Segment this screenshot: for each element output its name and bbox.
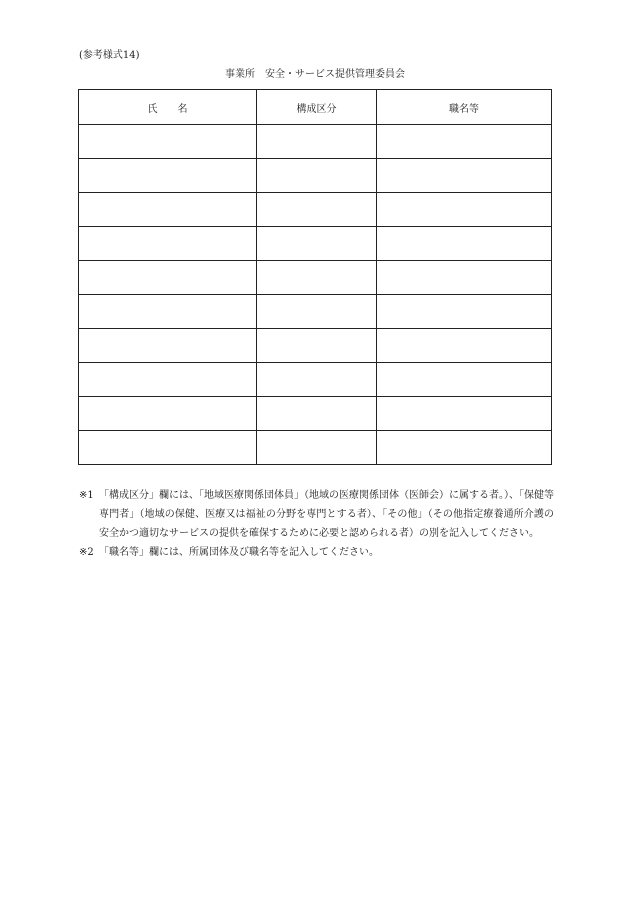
name-cell[interactable]	[79, 295, 257, 329]
position-cell[interactable]	[377, 397, 552, 431]
category-cell[interactable]	[257, 329, 377, 363]
table-row	[79, 329, 552, 363]
header-name: 氏 名	[79, 90, 257, 125]
position-cell[interactable]	[377, 261, 552, 295]
category-cell[interactable]	[257, 125, 377, 159]
page-title: 事業所 安全・サービス提供管理委員会	[225, 69, 405, 80]
table-row	[79, 431, 552, 465]
notes-section	[79, 486, 554, 562]
table-row	[79, 125, 552, 159]
name-cell[interactable]	[79, 261, 257, 295]
note-mark: ※1	[79, 490, 94, 501]
table-header-row	[79, 90, 552, 125]
table-row	[79, 261, 552, 295]
note-1	[79, 486, 554, 543]
name-cell[interactable]	[79, 227, 257, 261]
table-row	[79, 397, 552, 431]
name-cell[interactable]	[79, 431, 257, 465]
category-cell[interactable]	[257, 261, 377, 295]
position-cell[interactable]	[377, 125, 552, 159]
note-2	[79, 543, 554, 562]
position-cell[interactable]	[377, 329, 552, 363]
header-category: 構成区分	[257, 90, 377, 125]
category-cell[interactable]	[257, 363, 377, 397]
category-cell[interactable]	[257, 193, 377, 227]
name-cell[interactable]	[79, 193, 257, 227]
note-text: 「職名等」欄には、所属団体及び職名等を記入してください。	[99, 547, 379, 558]
category-cell[interactable]	[257, 397, 377, 431]
position-cell[interactable]	[377, 363, 552, 397]
category-cell[interactable]	[257, 159, 377, 193]
table-row	[79, 363, 552, 397]
name-cell[interactable]	[79, 329, 257, 363]
position-cell[interactable]	[377, 295, 552, 329]
category-cell[interactable]	[257, 431, 377, 465]
table-row	[79, 159, 552, 193]
note-mark: ※2	[79, 547, 94, 558]
category-cell[interactable]	[257, 295, 377, 329]
name-cell[interactable]	[79, 159, 257, 193]
committee-members-table	[78, 89, 552, 465]
position-cell[interactable]	[377, 227, 552, 261]
header-position: 職名等	[377, 90, 552, 125]
position-cell[interactable]	[377, 193, 552, 227]
table-row	[79, 295, 552, 329]
category-cell[interactable]	[257, 227, 377, 261]
position-cell[interactable]	[377, 159, 552, 193]
position-cell[interactable]	[377, 431, 552, 465]
name-cell[interactable]	[79, 397, 257, 431]
table-row	[79, 227, 552, 261]
name-cell[interactable]	[79, 125, 257, 159]
reference-label: (参考様式14)	[79, 50, 140, 61]
name-cell[interactable]	[79, 363, 257, 397]
note-text: 「構成区分」欄には、「地域医療関係団体員」（地域の医療関係団体（医師会）に属する者。）、「保健等専門者」（地域の保健、医療又は福祉の分野を専門とする者）、「その他」（その他指定療養通所介護の安全かつ適切なサービスの提供を確保するために必要と認められる者）の別を記入してください。	[99, 490, 554, 539]
table-row	[79, 193, 552, 227]
